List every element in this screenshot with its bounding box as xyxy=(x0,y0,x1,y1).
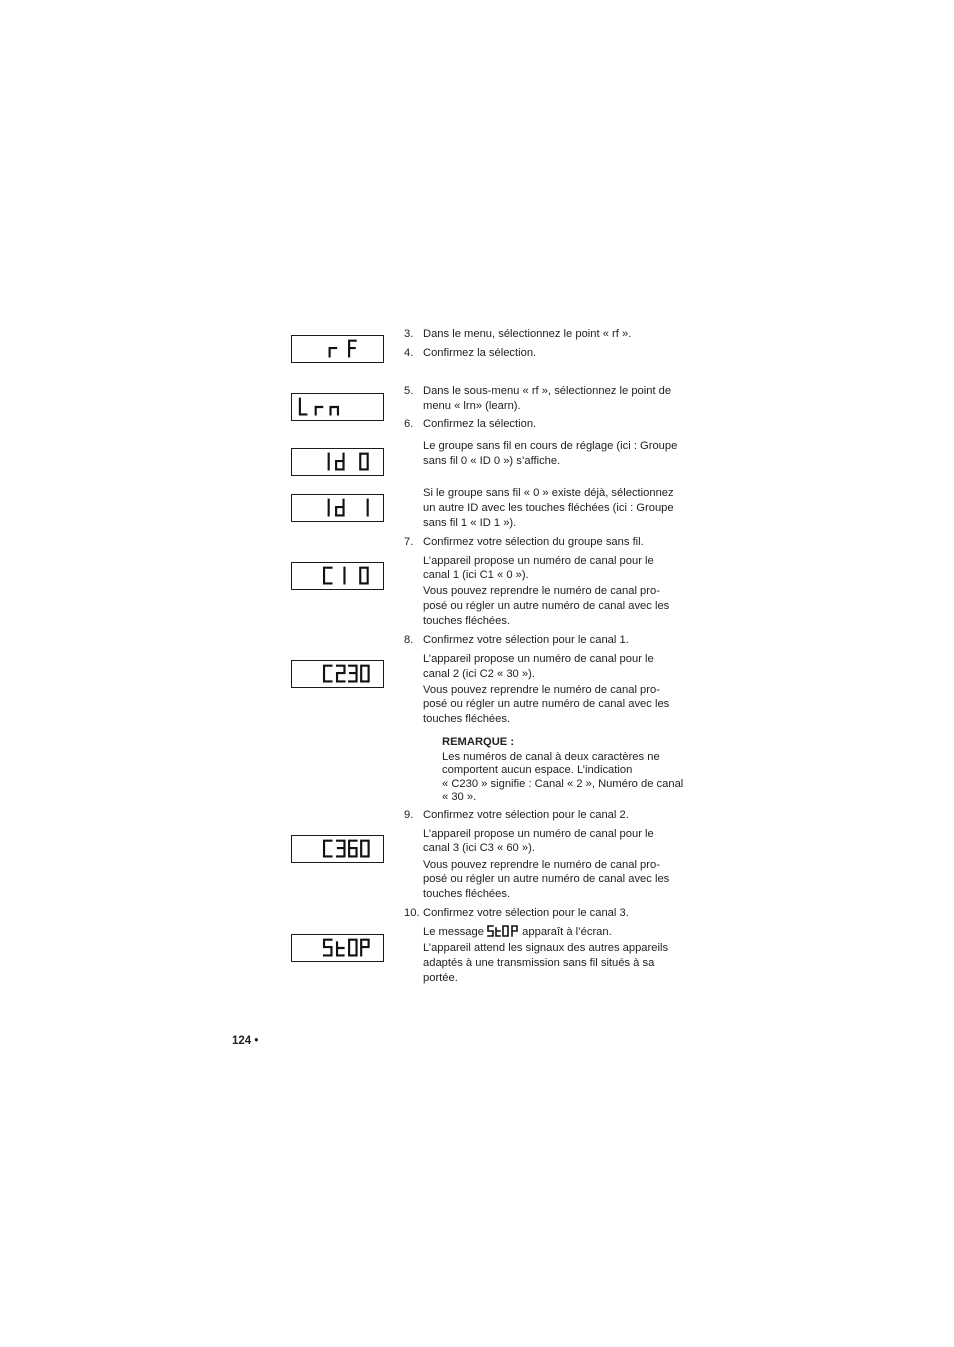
lcd-display-c360 xyxy=(291,835,384,863)
paragraph: canal 2 (ici C2 « 30 »). xyxy=(423,668,535,680)
lcd-display-id1 xyxy=(291,494,384,522)
paragraph: L’appareil propose un numéro de canal pour le xyxy=(423,653,654,665)
step-number: 7. xyxy=(404,536,414,548)
paragraph: L’appareil propose un numéro de canal pour le xyxy=(423,555,654,567)
note-text: comportent aucun espace. L’indication xyxy=(442,764,633,776)
step-text: Confirmez la sélection. xyxy=(423,347,537,359)
step-number: 10. xyxy=(404,907,420,919)
lcd-id0-graphic xyxy=(292,449,383,475)
paragraph: Vous pouvez reprendre le numéro de canal pro- xyxy=(423,684,660,696)
message-suffix: apparaît à l’écran. xyxy=(522,926,612,938)
lcd-c230-graphic xyxy=(292,661,383,687)
lcd-display-rf xyxy=(291,335,384,363)
paragraph: touches fléchées. xyxy=(423,713,511,725)
step-number: 6. xyxy=(404,418,414,430)
inline-stop-graphic xyxy=(487,925,519,937)
paragraph xyxy=(423,925,612,940)
step-number: 5. xyxy=(404,385,414,397)
step-text: Dans le sous-menu « rf », sélectionnez le point de xyxy=(423,385,672,397)
step-number: 4. xyxy=(404,347,414,359)
paragraph: sans fil 0 « ID 0 ») s’affiche. xyxy=(423,455,561,467)
step-number: 8. xyxy=(404,634,414,646)
lcd-display-c230 xyxy=(291,660,384,688)
step-text: Dans le menu, sélectionnez le point « rf ». xyxy=(423,328,632,340)
lcd-id1-graphic xyxy=(292,495,383,521)
step-text: Confirmez votre sélection pour le canal 3. xyxy=(423,907,629,919)
note-text: « C230 » signifie : Canal « 2 », Numéro de canal xyxy=(442,778,684,790)
lcd-display-c10 xyxy=(291,562,384,590)
paragraph: Le groupe sans fil en cours de réglage (ici : Groupe xyxy=(423,440,678,452)
page-number: 124 • xyxy=(232,1035,259,1047)
lcd-display-stop xyxy=(291,934,384,962)
paragraph: posé ou régler un autre numéro de canal avec les xyxy=(423,698,670,710)
paragraph: un autre ID avec les touches fléchées (ici : Groupe xyxy=(423,502,674,514)
paragraph: canal 1 (ici C1 « 0 »). xyxy=(423,569,529,581)
step-text: Confirmez votre sélection pour le canal 2. xyxy=(423,809,629,821)
paragraph: posé ou régler un autre numéro de canal avec les xyxy=(423,600,670,612)
step-text: Confirmez votre sélection pour le canal 1. xyxy=(423,634,629,646)
step-text: Confirmez votre sélection du groupe sans fil. xyxy=(423,536,644,548)
step-text: menu « lrn» (learn). xyxy=(423,400,521,412)
paragraph: posé ou régler un autre numéro de canal avec les xyxy=(423,873,670,885)
lcd-display-id0 xyxy=(291,448,384,476)
paragraph: L’appareil attend les signaux des autres appareils xyxy=(423,942,669,954)
paragraph: touches fléchées. xyxy=(423,615,511,627)
note-text: Les numéros de canal à deux caractères ne xyxy=(442,751,660,763)
paragraph: adaptés à une transmission sans fil situés à sa xyxy=(423,957,655,969)
lcd-rf-graphic xyxy=(292,336,383,362)
paragraph: sans fil 1 « ID 1 »). xyxy=(423,517,517,529)
note-text: « 30 ». xyxy=(442,791,477,803)
lcd-lrn-graphic xyxy=(292,394,383,420)
step-number: 3. xyxy=(404,328,414,340)
paragraph: Vous pouvez reprendre le numéro de canal pro- xyxy=(423,859,660,871)
step-number: 9. xyxy=(404,809,414,821)
lcd-display-lrn xyxy=(291,393,384,421)
paragraph: portée. xyxy=(423,972,458,984)
note-title: REMARQUE : xyxy=(442,736,515,748)
lcd-c360-graphic xyxy=(292,836,383,862)
paragraph: touches fléchées. xyxy=(423,888,511,900)
message-prefix: Le message xyxy=(423,926,484,938)
step-text: Confirmez la sélection. xyxy=(423,418,537,430)
paragraph: canal 3 (ici C3 « 60 »). xyxy=(423,842,535,854)
paragraph: Si le groupe sans fil « 0 » existe déjà, sélectionnez xyxy=(423,487,674,499)
paragraph: L’appareil propose un numéro de canal pour le xyxy=(423,828,654,840)
inline-stop-display xyxy=(487,925,519,937)
lcd-c10-graphic xyxy=(292,563,383,589)
lcd-stop-graphic xyxy=(292,935,383,961)
paragraph: Vous pouvez reprendre le numéro de canal pro- xyxy=(423,585,660,597)
